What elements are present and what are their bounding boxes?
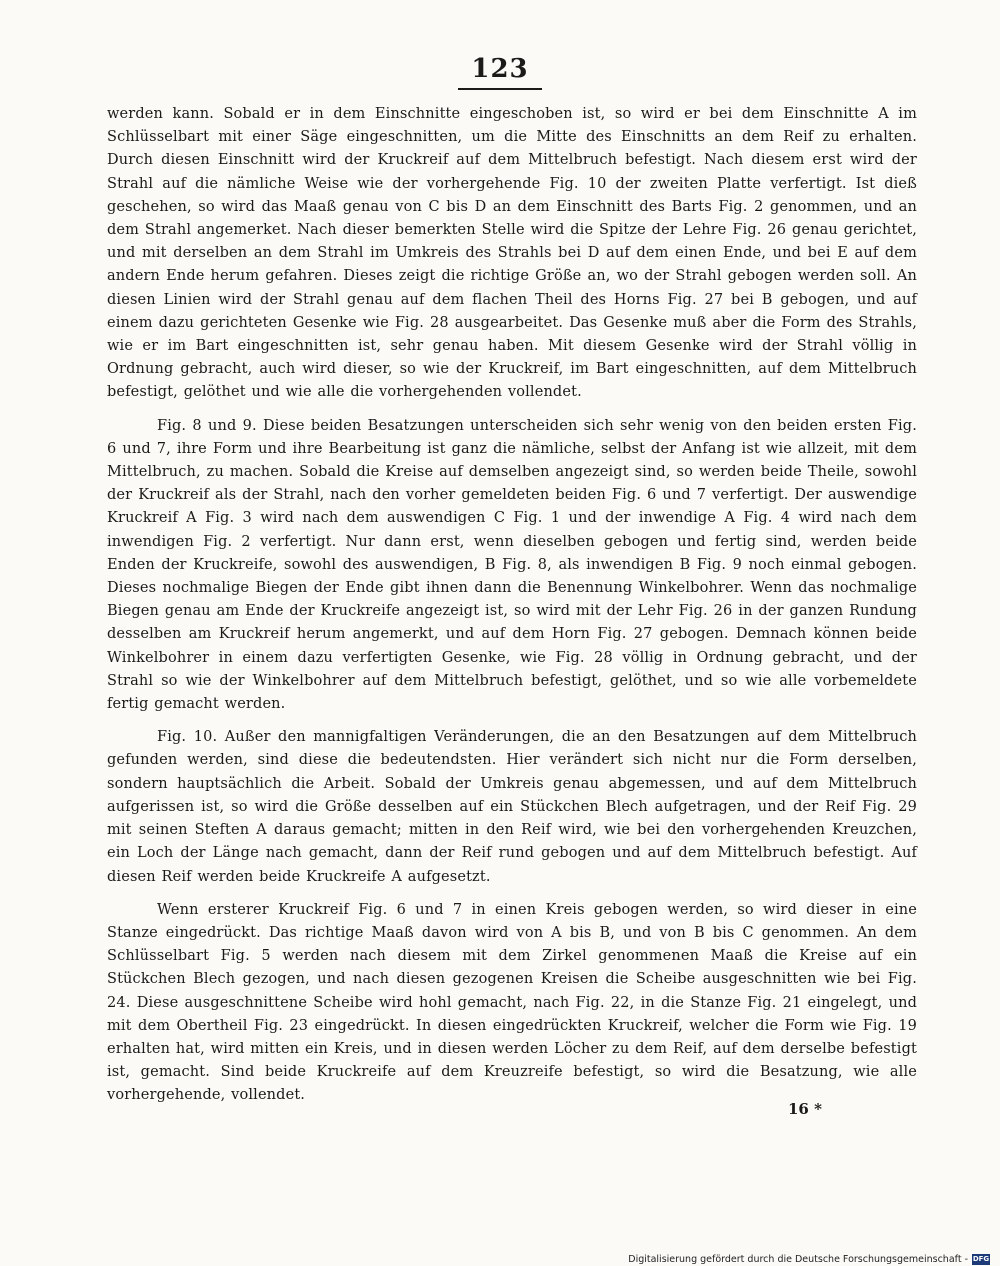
- digitization-footer: [600, 1253, 990, 1266]
- printer-signature-mark: 16 *: [788, 1100, 822, 1118]
- paragraph-fig-8-9: Fig. 8 und 9. Diese beiden Besatzungen unterscheiden sich sehr wenig von den beiden ersten Fig. 6 und 7, ihre Form und ihre Bearbeitung ist ganz die nämliche, selbst der Anfang ist wie allzeit, mit dem Mittelbruch, zu machen. Sobald die Kreise auf demselben angezeigt sind, so werden beide Theile, sowohl der Kruckreif als der Strahl, nach den vorher gemeldeten beiden Fig. 6 und 7 verfertigt. Der auswendige Kruckreif A Fig. 3 wird nach dem auswendigen C Fig. 1 und der inwendige A Fig. 4 wird nach dem inwendigen Fig. 2 verfertigt. Nur dann erst, wenn dieselben gebogen und fertig sind, werden beide Enden der Kruckreife, sowohl des auswendigen, B Fig. 8, als inwendigen B Fig. 9 noch einmal gebogen. Dieses nochmalige Biegen der Ende gibt ihnen dann die Benennung Winkelbohrer. Wenn das nochmalige Biegen genau am Ende der Kruckreife angezeigt ist, so wird mit der Lehr Fig. 26 in der ganzen Rundung desselben am Kruckreif herum angemerkt, und auf dem Horn Fig. 27 gebogen. Demnach können beide Winkelbohrer in einem dazu verfertigten Gesenke, wie Fig. 28 völlig in Ordnung gebracht, und der Strahl so wie der Winkelbohrer auf dem Mittelbruch befestigt, gelöthet, und so wie alle vorbemeldete fertig gemacht werden.: [107, 417, 917, 713]
- paragraph-fig-10: Fig. 10. Außer den mannigfaltigen Veränderungen, die an den Besatzungen auf dem Mittelbruch gefunden werden, sind diese die bedeutendsten. Hier verändert sich nicht nur die Form derselben, sondern hauptsächlich die Arbeit. Sobald der Umkreis genau abgemessen, und auf dem Mittelbruch aufgerissen ist, so wird die Größe desselben auf ein Stückchen Blech aufgetragen, und der Reif Fig. 29 mit seinen Steften A daraus gemacht; mitten in den Reif wird, wie bei den vorhergehenden Kreuzchen, ein Loch der Länge nach gemacht, dann der Reif rund gebogen und auf dem Mittelbruch befestigt. Auf diesen Reif werden beide Kruckreife A aufgesetzt.: [107, 729, 917, 885]
- page-number: 123: [471, 54, 529, 84]
- paragraph-continuation: werden kann. Sobald er in dem Einschnitte eingeschoben ist, so wird er bei dem Einschnitte A im Schlüsselbart mit einer Säge eingeschnitten, um die Mitte des Einschnitts an dem Reif zu erhalten. Durch diesen Einschnitt wird der Kruckreif auf dem Mittelbruch befestigt. Nach diesem erst wird der Strahl auf die nämliche Weise wie der vorhergehende Fig. 10 der zweiten Platte verfertigt. Ist dieß geschehen, so wird das Maaß genau von C bis D an dem Einschnitt des Barts Fig. 2 genommen, und an dem Strahl angemerket. Nach dieser bemerkten Stelle wird die Spitze der Lehre Fig. 26 genau gerichtet, und mit derselben an dem Strahl im Umkreis des Strahls bei D auf dem einen Ende, und bei E auf dem andern Ende herum gefahren. Dieses zeigt die richtige Größe an, wo der Strahl gebogen werden soll. An diesen Linien wird der Strahl genau auf dem flachen Theil des Horns Fig. 27 bei B gebogen, und auf einem dazu gerichteten Gesenke wie Fig. 28 ausgearbeitet. Das Gesenke muß aber die Form des Strahls, wie er im Bart eingeschnitten ist, sehr genau haben. Mit diesem Gesenke wird der Strahl völlig in Ordnung gebracht, auch wird dieser, so wie der Kruckreif, im Bart eingeschnitten, auf dem Mittelbruch befestigt, gelöthet und wie alle die vorhergehenden vollendet.: [107, 106, 917, 401]
- body-text: [107, 103, 917, 1108]
- page-number-rule: [458, 88, 542, 90]
- dfg-logo-icon: DFG: [972, 1255, 990, 1263]
- paragraph-kruckreif: Wenn ersterer Kruckreif Fig. 6 und 7 in einen Kreis gebogen werden, so wird dieser in eine Stanze eingedrückt. Das richtige Maaß davon wird von A bis B, und von B bis C genommen. An dem Schlüsselbart Fig. 5 werden nach diesem mit dem Zirkel genommenen Maaß die Kreise auf ein Stückchen Blech gezogen, und nach diesen gezogenen Kreisen die Scheibe ausgeschnitten wie bei Fig. 24. Diese ausgeschnittene Scheibe wird hohl gemacht, nach Fig. 22, in die Stanze Fig. 21 eingelegt, und mit dem Obertheil Fig. 23 eingedrückt. In diesen eingedrückten Kruckreif, welcher die Form wie Fig. 19 erhalten hat, wird mitten ein Kreis, und in diesen werden Löcher zu dem Reif, auf dem derselbe befestigt ist, gemacht. Sind beide Kruckreife auf dem Kreuzreife befestigt, so wird die Besatzung, wie alle vorhergehende, vollendet.: [107, 901, 917, 1104]
- dfg-funding-notice: Digitalisierung gefördert durch die Deutsche Forschungsgemeinschaft -: [628, 1254, 968, 1265]
